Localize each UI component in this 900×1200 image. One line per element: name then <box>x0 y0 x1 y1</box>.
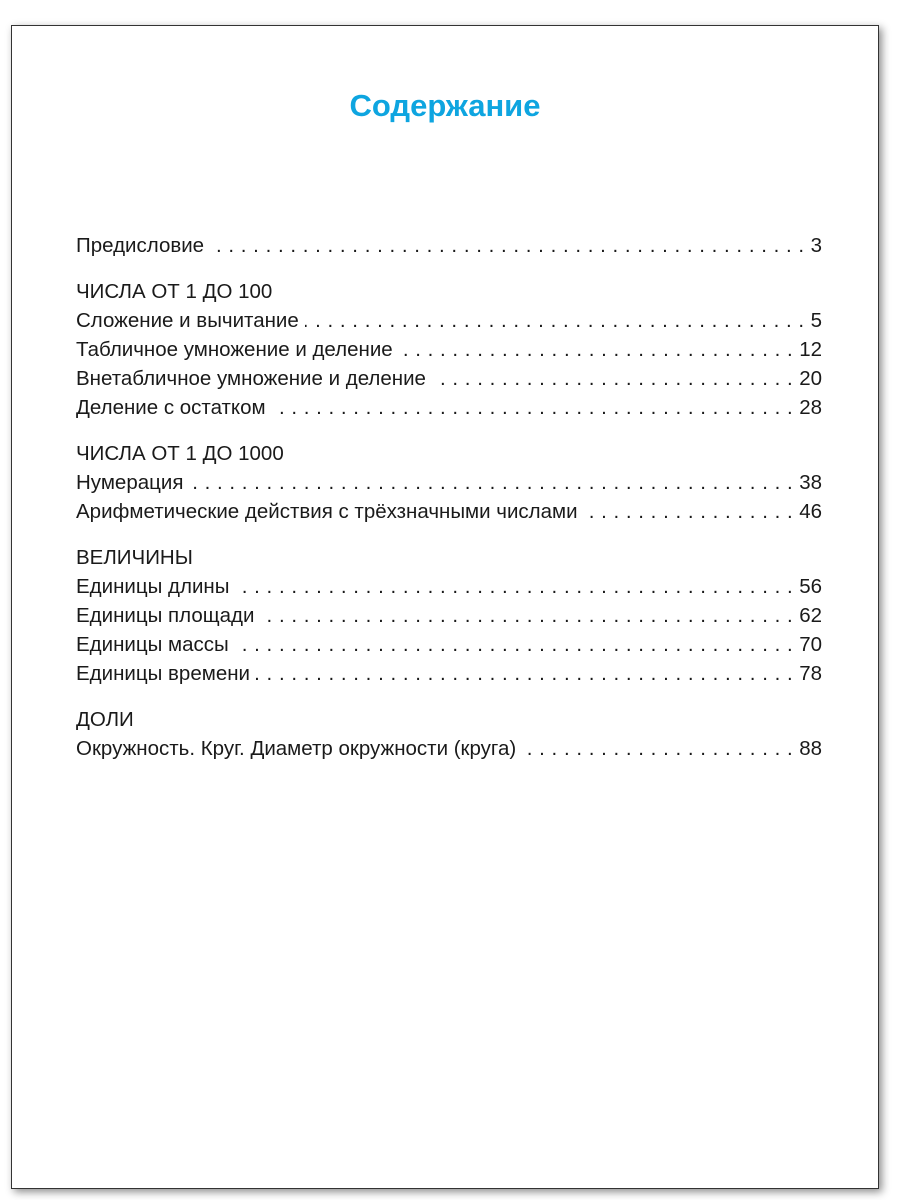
table-of-contents <box>76 231 822 780</box>
dot-leader <box>235 630 793 659</box>
entry-page-number: 56 <box>799 575 822 598</box>
entry-page-number: 12 <box>799 338 822 361</box>
entry-title: Предисловие <box>76 234 205 257</box>
toc-section <box>76 705 822 763</box>
entry-title: Внетабличное умножение и деление <box>76 367 426 390</box>
toc-section <box>76 543 822 688</box>
entry-title: Единицы массы <box>76 633 229 656</box>
dot-leader <box>189 468 793 497</box>
dot-leader <box>256 659 793 688</box>
toc-entry[interactable] <box>76 497 822 526</box>
toc-section <box>76 439 822 526</box>
dot-leader <box>305 306 805 335</box>
dot-leader <box>399 335 793 364</box>
toc-entry[interactable] <box>76 734 822 763</box>
entry-title: Табличное умножение и деление <box>76 338 393 361</box>
entry-page-number: 88 <box>799 737 822 760</box>
dot-leader <box>522 734 793 763</box>
entry-page-number: 3 <box>810 234 822 257</box>
toc-entry[interactable] <box>76 231 822 260</box>
entry-title: Сложение и вычитание <box>76 309 299 332</box>
section-heading: ВЕЛИЧИНЫ <box>76 546 193 569</box>
dot-leader <box>260 601 793 630</box>
entry-page-number: 20 <box>799 367 822 390</box>
dot-leader <box>235 572 793 601</box>
section-heading: ЧИСЛА ОТ 1 ДО 1000 <box>76 442 284 465</box>
toc-entry[interactable] <box>76 659 822 688</box>
toc-entry[interactable] <box>76 468 822 497</box>
document-page <box>11 25 879 1189</box>
entry-page-number: 5 <box>810 309 822 332</box>
toc-section <box>76 231 822 260</box>
dot-leader <box>272 393 794 422</box>
toc-entry[interactable] <box>76 335 822 364</box>
entry-page-number: 78 <box>799 662 822 685</box>
entry-page-number: 70 <box>799 633 822 656</box>
section-heading: ДОЛИ <box>76 708 134 731</box>
entry-page-number: 46 <box>799 500 822 523</box>
entry-title: Окружность. Круг. Диаметр окружности (круга) <box>76 737 517 760</box>
entry-title: Деление с остатком <box>76 396 266 419</box>
toc-entry[interactable] <box>76 364 822 393</box>
entry-title: Единицы длины <box>76 575 230 598</box>
toc-section <box>76 277 822 422</box>
toc-entry[interactable] <box>76 306 822 335</box>
page-title: Содержание <box>349 88 541 123</box>
toc-entry[interactable] <box>76 601 822 630</box>
entry-title: Единицы площади <box>76 604 255 627</box>
entry-title: Арифметические действия с трёхзначными числами <box>76 500 578 523</box>
toc-entry[interactable] <box>76 572 822 601</box>
toc-entry[interactable] <box>76 630 822 659</box>
dot-leader <box>584 497 794 526</box>
entry-page-number: 62 <box>799 604 822 627</box>
section-heading: ЧИСЛА ОТ 1 ДО 100 <box>76 280 273 303</box>
entry-page-number: 28 <box>799 396 822 419</box>
entry-title: Единицы времени <box>76 662 250 685</box>
toc-entry[interactable] <box>76 393 822 422</box>
entry-page-number: 38 <box>799 471 822 494</box>
dot-leader <box>210 231 805 260</box>
dot-leader <box>432 364 793 393</box>
entry-title: Нумерация <box>76 471 184 494</box>
